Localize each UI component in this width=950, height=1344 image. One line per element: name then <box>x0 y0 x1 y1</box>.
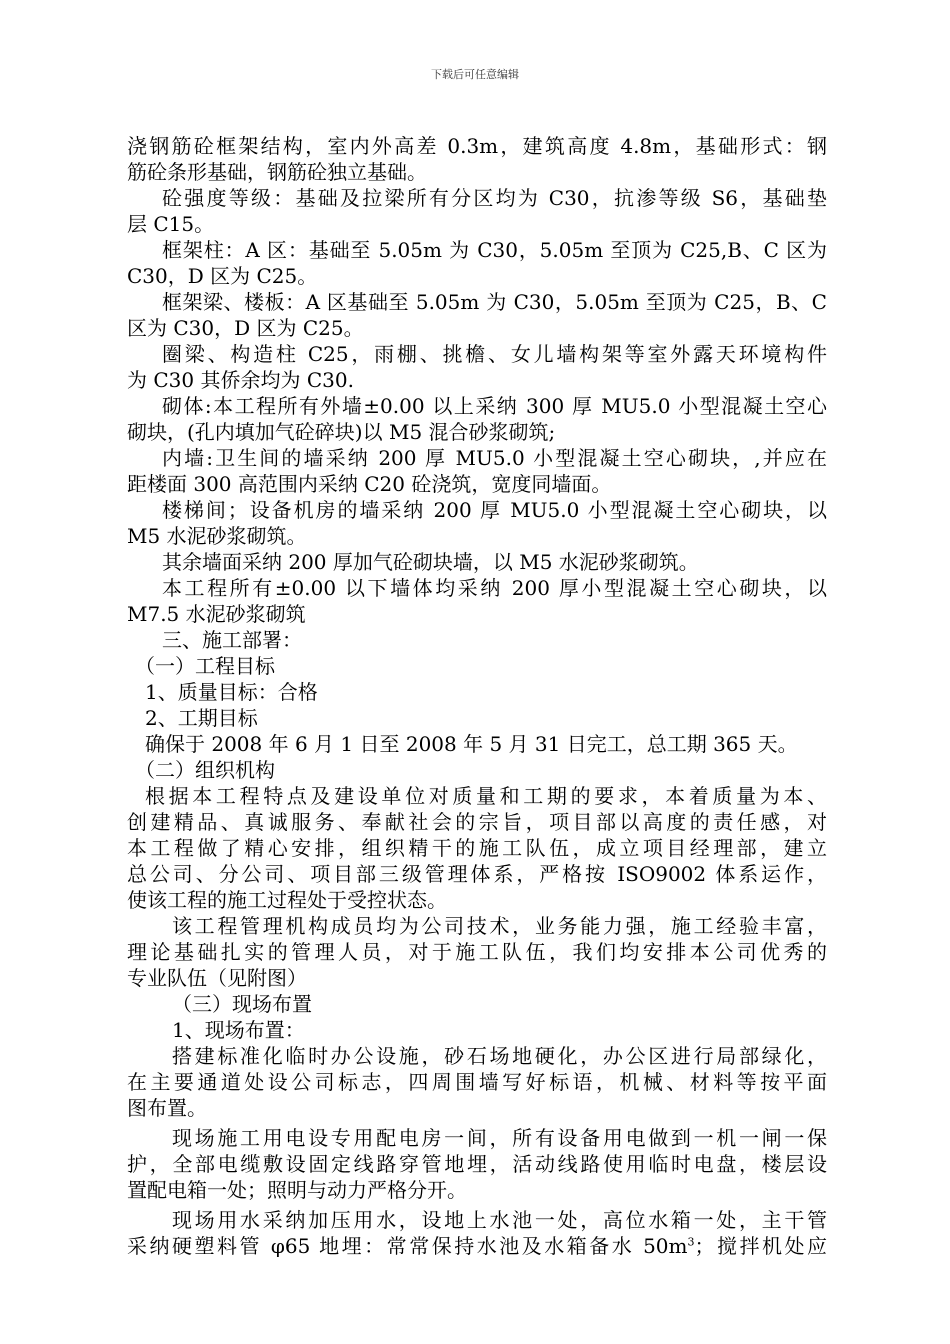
text-line <box>127 185 827 211</box>
line-text: 本工程所有±0.00 以下墙体均采纳 200 厚小型混凝土空心砌块，以 <box>162 576 827 600</box>
line-text: 圈梁、构造柱 C25，雨棚、挑檐、女儿墙构架等室外露天环境构件 <box>162 342 827 366</box>
text-line <box>127 367 827 393</box>
text-line <box>127 1043 827 1069</box>
paragraph <box>127 549 827 575</box>
text-line <box>127 731 827 757</box>
paragraph <box>127 393 827 445</box>
paragraph <box>127 705 827 731</box>
text-line <box>127 419 827 445</box>
text-line <box>127 653 827 679</box>
line-text: 现场施工用电设专用配电房一间，所有设备用电做到一机一闸一保 <box>172 1126 827 1150</box>
text-line <box>127 1125 827 1151</box>
line-text-tail: ；搅拌机处应 <box>694 1234 827 1258</box>
paragraph <box>127 653 827 679</box>
text-line <box>127 1095 827 1121</box>
text-line <box>127 341 827 367</box>
paragraph <box>127 627 827 653</box>
text-line <box>127 523 827 549</box>
paragraph <box>127 185 827 237</box>
text-line <box>127 809 827 835</box>
line-text: 该工程管理机构成员均为公司技术，业务能力强，施工经验丰富， <box>172 914 827 938</box>
text-line <box>127 1069 827 1095</box>
paragraph <box>127 1207 827 1259</box>
text-line <box>127 1207 827 1233</box>
line-text: 区为 C30，D 区为 C25。 <box>127 316 364 340</box>
text-line <box>127 211 827 237</box>
line-text: 为 C30 其侨余均为 C30. <box>127 368 354 392</box>
line-text: 框架柱：A 区：基础至 5.05m 为 C30，5.05m 至顶为 C25,B、C 区为 <box>162 238 827 262</box>
paragraph <box>127 1125 827 1203</box>
line-text: 层 C15。 <box>127 212 215 236</box>
line-text: 框架梁、楼板：A 区基础至 5.05m 为 C30，5.05m 至顶为 C25，B、C <box>162 290 827 314</box>
text-line <box>127 1233 827 1259</box>
paragraph <box>127 133 827 185</box>
text-line <box>127 575 827 601</box>
line-text: 三、施工部署： <box>162 628 302 652</box>
line-text: 楼梯间；设备机房的墙采纳 200 厚 MU5.0 小型混凝土空心砌块，以 <box>162 498 827 522</box>
line-text: （三）现场布置 <box>172 992 312 1016</box>
line-text: 现场用水采纳加压用水，设地上水池一处，高位水箱一处，主干管 <box>172 1208 827 1232</box>
text-line <box>127 601 827 627</box>
text-line <box>127 965 827 991</box>
page-header: 下载后可任意编辑 <box>431 68 519 81</box>
paragraph <box>127 341 827 393</box>
text-line <box>127 315 827 341</box>
text-line <box>127 627 827 653</box>
text-line <box>127 679 827 705</box>
line-text: 其余墙面采纳 200 厚加气砼砌块墙，以 M5 水泥砂浆砌筑。 <box>162 550 699 574</box>
line-text: 在主要通道处设公司标志，四周围墙写好标语，机械、材料等按平面 <box>127 1070 827 1094</box>
line-text: 理论基础扎实的管理人员，对于施工队伍，我们均安排本公司优秀的 <box>127 940 827 964</box>
document-body <box>127 133 827 1259</box>
line-text: 砌体:本工程所有外墙±0.00 以上采纳 300 厚 MU5.0 小型混凝土空心 <box>162 394 827 418</box>
line-text: 采纳硬塑料管 φ65 地埋：常常保持水池及水箱备水 50m <box>127 1234 688 1258</box>
text-line <box>127 159 827 185</box>
line-text: 置配电箱一处；照明与动力严格分开。 <box>127 1178 467 1202</box>
superscript: 3 <box>687 1235 695 1249</box>
line-text: 1、质量目标：合格 <box>145 680 318 704</box>
line-text: 砌块，(孔内填加气砼碎块)以 M5 混合砂浆砌筑; <box>127 420 556 444</box>
paragraph <box>127 913 827 991</box>
line-text: 根据本工程特点及建设单位对质量和工期的要求，本着质量为本、 <box>145 784 827 808</box>
text-line <box>127 289 827 315</box>
text-line <box>127 497 827 523</box>
text-line <box>127 939 827 965</box>
paragraph <box>127 991 827 1017</box>
paragraph <box>127 289 827 341</box>
paragraph <box>127 575 827 627</box>
paragraph <box>127 237 827 289</box>
text-line <box>127 887 827 913</box>
line-text: 内墙:卫生间的墙采纳 200 厚 MU5.0 小型混凝土空心砌块，,并应在 <box>162 446 827 470</box>
text-line <box>127 1017 827 1043</box>
text-line <box>127 861 827 887</box>
line-text: 护，全部电缆敷设固定线路穿管地埋，活动线路使用临时电盘，楼层设 <box>127 1152 827 1176</box>
line-text: （一）工程目标 <box>135 654 275 678</box>
text-line <box>127 991 827 1017</box>
text-line <box>127 263 827 289</box>
text-line <box>127 1151 827 1177</box>
line-text: 浇钢筋砼框架结构，室内外高差 0.3m，建筑高度 4.8m，基础形式：钢 <box>127 134 827 158</box>
line-text: 1、现场布置： <box>172 1018 305 1042</box>
line-text: 砼强度等级：基础及拉梁所有分区均为 C30，抗渗等级 S6，基础垫 <box>162 186 827 210</box>
line-text: 搭建标准化临时办公设施，砂石场地硬化，办公区进行局部绿化， <box>172 1044 827 1068</box>
text-line <box>127 783 827 809</box>
text-line <box>127 757 827 783</box>
line-text: 专业队伍（见附图） <box>127 966 307 990</box>
line-text: M5 水泥砂浆砌筑。 <box>127 524 307 548</box>
text-line <box>127 445 827 471</box>
text-line <box>127 133 827 159</box>
line-text: 图布置。 <box>127 1096 207 1120</box>
line-text: （二）组织机构 <box>135 758 275 782</box>
line-text: 总公司、分公司、项目部三级管理体系，严格按 ISO9002 体系运作， <box>127 862 827 886</box>
line-text: 2、工期目标 <box>145 706 258 730</box>
line-text: 筋砼条形基础，钢筋砼独立基础。 <box>127 160 427 184</box>
paragraph <box>127 757 827 783</box>
line-text: 创建精品、真诚服务、奉献社会的宗旨，项目部以高度的责任感，对 <box>127 810 827 834</box>
text-line <box>127 393 827 419</box>
text-line <box>127 835 827 861</box>
paragraph <box>127 497 827 549</box>
line-text: C30，D 区为 C25。 <box>127 264 318 288</box>
text-line <box>127 549 827 575</box>
text-line <box>127 237 827 263</box>
text-line <box>127 471 827 497</box>
text-line <box>127 705 827 731</box>
line-text: 距楼面 300 高范围内采纳 C20 砼浇筑，宽度同墙面。 <box>127 472 612 496</box>
paragraph <box>127 679 827 705</box>
paragraph <box>127 1017 827 1043</box>
line-text: 本工程做了精心安排，组织精干的施工队伍，成立项目经理部，建立 <box>127 836 827 860</box>
text-line <box>127 1177 827 1203</box>
paragraph <box>127 1043 827 1121</box>
paragraph <box>127 783 827 913</box>
line-text: 确保于 2008 年 6 月 1 日至 2008 年 5 月 31 日完工，总工期 365 天。 <box>145 732 798 756</box>
line-text: 使该工程的施工过程处于受控状态。 <box>127 888 447 912</box>
paragraph <box>127 731 827 757</box>
text-line <box>127 913 827 939</box>
paragraph <box>127 445 827 497</box>
line-text: M7.5 水泥砂浆砌筑 <box>127 602 306 626</box>
